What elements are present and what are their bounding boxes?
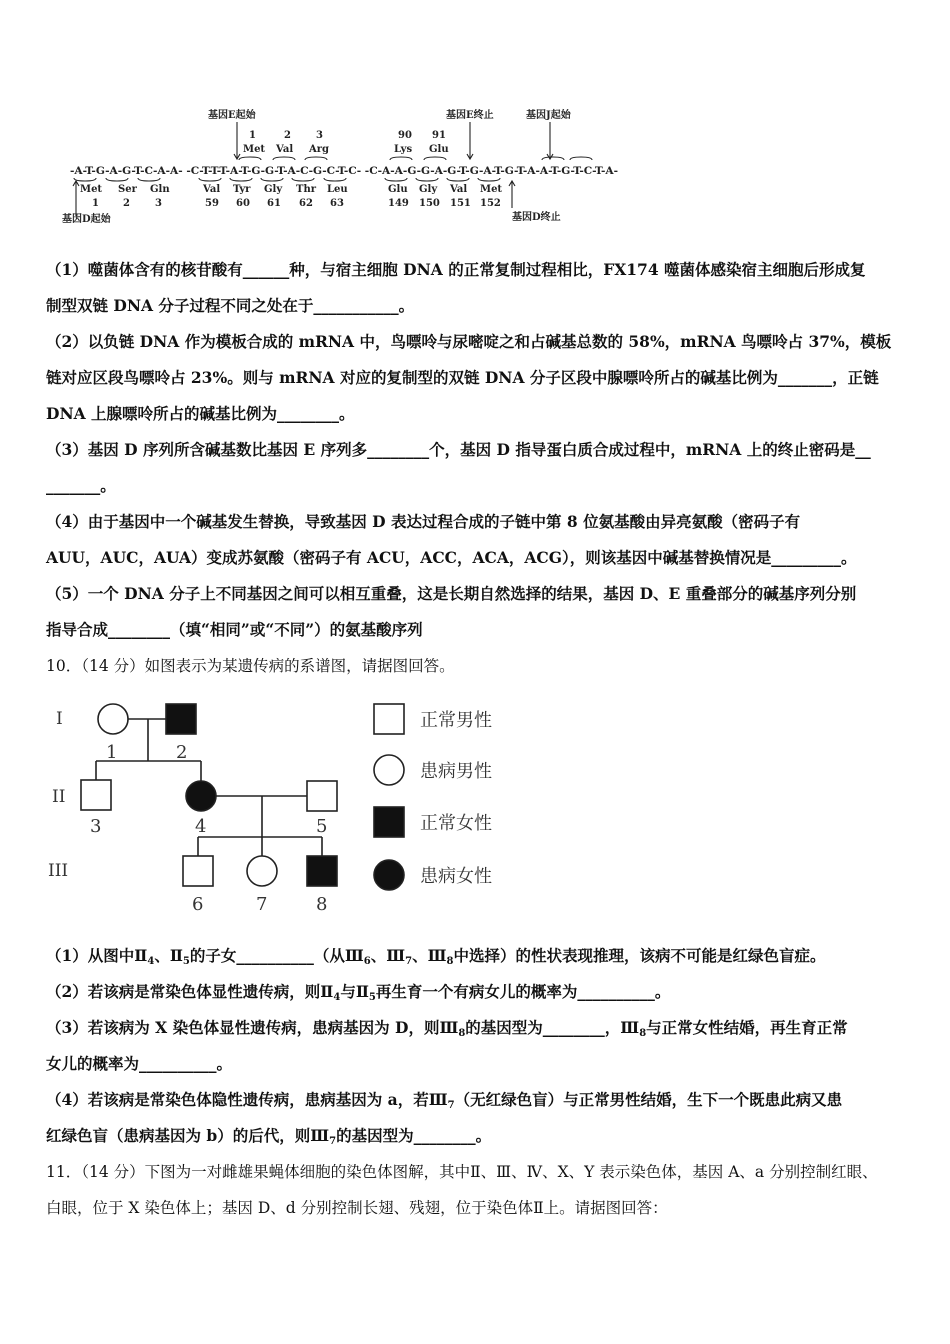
individual-number: 6 xyxy=(192,894,204,915)
bottom-amino-acid: Thr xyxy=(296,184,316,195)
bottom-amino-acid: Leu xyxy=(327,184,348,195)
individual-6-square xyxy=(183,856,213,886)
bottom-amino-acid: Tyr xyxy=(233,184,251,195)
bottom-amino-acid: Gly xyxy=(264,184,283,195)
q9-part3-line1: （3）基因 D 序列所含碱基数比基因 E 序列多________个，基因 D 指导蛋白质合成过程中，mRNA 上的终止密码是__ xyxy=(46,440,871,459)
top-number: 3 xyxy=(316,130,323,141)
q11-line1: 11．（14 分）下图为一对雌雄果蝇体细胞的染色体图解，其中Ⅱ、Ⅲ、Ⅳ、X、Y 表示染色体，基因 A、a 分别控制红眼、 xyxy=(46,1163,878,1181)
legend-open-circle xyxy=(374,755,404,785)
q9-part3-line2: _______。 xyxy=(46,476,116,495)
generation-label: I xyxy=(56,709,63,729)
q9-part2-line1: （2）以负链 DNA 作为模板合成的 mRNA 中，鸟嘌呤与尿嘧啶之和占碱基总数的 58%，mRNA 鸟嘌呤占 37%，模板 xyxy=(46,332,892,351)
bottom-number: 62 xyxy=(299,198,313,209)
individual-5-square xyxy=(307,781,337,811)
q9-part5-line1: （5）一个 DNA 分子上不同基因之间可以相互重叠，这是长期自然选择的结果，基因 D、E 重叠部分的碱基序列分别 xyxy=(46,584,857,603)
individual-number: 3 xyxy=(90,816,102,837)
individual-number: 7 xyxy=(256,894,268,915)
codon-brace xyxy=(424,157,446,160)
individual-4-circle xyxy=(186,781,216,811)
generation-label: III xyxy=(48,861,69,881)
bottom-number: 151 xyxy=(450,198,471,209)
individual-number: 1 xyxy=(106,742,118,763)
q10-part3-line1: （3）若该病为 X 染色体显性遗传病，患病基因为 D，则$Ⅲ_8$的基因型为________，$Ⅲ_8$与正常女性结婚，再生育正常 xyxy=(46,1018,848,1039)
individual-number: 5 xyxy=(316,816,328,837)
q9-part1-line1: （1）噬菌体含有的核苷酸有______种，与宿主细胞 DNA 的正常复制过程相比，FX174 噬菌体感染宿主细胞后形成复 xyxy=(46,260,866,279)
legend-filled-circle xyxy=(374,860,404,890)
bottom-number: 2 xyxy=(123,198,130,209)
top-amino-acid: Glu xyxy=(429,144,449,155)
q9-part4-line1: （4）由于基因中一个碱基发生替换，导致基因 D 表达过程合成的子链中第 8 位氨基酸由异亮氨酸（密码子有 xyxy=(46,512,801,531)
individual-8-square xyxy=(307,856,337,886)
bottom-number: 3 xyxy=(155,198,162,209)
individual-number: 8 xyxy=(316,894,328,915)
bottom-amino-acid: Gln xyxy=(150,184,170,195)
q10-part3-line2: 女儿的概率为__________。 xyxy=(46,1054,233,1073)
q10-part2: （2）若该病是常染色体显性遗传病，则$Ⅱ_4$与$Ⅱ_5$再生育一个有病女儿的概率为__________。 xyxy=(46,982,671,1003)
q10-header: 10．（14 分）如图表示为某遗传病的系谱图，请据图回答。 xyxy=(46,657,455,675)
generation-label: II xyxy=(52,787,66,807)
bottom-number: 61 xyxy=(267,198,281,209)
top-number: 2 xyxy=(284,130,291,141)
individual-1-circle xyxy=(98,704,128,734)
q9-part2-line3: DNA 上腺嘌呤所占的碱基比例为________。 xyxy=(46,404,355,423)
bottom-number: 63 xyxy=(330,198,344,209)
legend-label: 患病男性 xyxy=(420,761,492,782)
individual-7-circle xyxy=(247,856,277,886)
q9-part1-line2: 制型双链 DNA 分子过程不同之处在于___________。 xyxy=(46,296,415,315)
gene-e-start-label: 基因E起始 xyxy=(208,110,256,121)
legend-label: 正常女性 xyxy=(420,813,492,834)
gene-d-end-label: 基因D终止 xyxy=(512,212,561,223)
gene-d-start-label: 基因D起始 xyxy=(62,214,111,225)
codon-brace xyxy=(239,157,261,160)
bottom-amino-acid: Met xyxy=(80,184,103,195)
pedigree-chart xyxy=(40,690,570,918)
bottom-number: 1 xyxy=(92,198,99,209)
bottom-amino-acid: Val xyxy=(450,184,468,195)
codon-brace xyxy=(273,157,295,160)
dna-sequence: -A-T-G-A-G-T-C-A-A- -C-T-T-T-A-T-G-G-T-A-C-G-C-T-C- -C-A-A-G-G-A-G-T-G-A-T-G-T-A-A-T-G-T-C-T-A- xyxy=(70,166,618,177)
q10-part4-line2: 红绿色盲（患病基因为 b）的后代，则$Ⅲ_7$的基因型为________。 xyxy=(46,1126,492,1147)
q9-part4-line2: AUU，AUC，AUA）变成苏氨酸（密码子有 ACU，ACC，ACA，ACG），则该基因中碱基替换情况是_________。 xyxy=(46,548,857,567)
legend-label: 正常男性 xyxy=(420,710,492,731)
q9-part2-line2: 链对应区段鸟嘌呤占 23%。则与 mRNA 对应的复制型的双链 DNA 分子区段中腺嘌呤所占的碱基比例为_______，正链 xyxy=(46,368,879,387)
bottom-amino-acid: Gly xyxy=(419,184,438,195)
gene-e-end-label: 基因E终止 xyxy=(446,110,494,121)
bottom-number: 149 xyxy=(388,198,409,209)
bottom-amino-acid: Ser xyxy=(118,184,137,195)
top-number: 91 xyxy=(432,130,446,141)
gene-sequence-figure xyxy=(60,104,630,228)
q11-line2: 白眼，位于 X 染色体上；基因 D、d 分别控制长翅、残翅，位于染色体Ⅱ上。请据图回答： xyxy=(46,1199,668,1217)
legend-filled-square xyxy=(374,807,404,837)
q10-part4-line1: （4）若该病是常染色体隐性遗传病，患病基因为 a，若$Ⅲ_7$（无红绿色盲）与正常男性结婚，生下一个既患此病又患 xyxy=(46,1090,843,1111)
individual-number: 4 xyxy=(195,816,207,837)
top-amino-acid: Val xyxy=(276,144,294,155)
bottom-number: 60 xyxy=(236,198,250,209)
top-amino-acid: Lys xyxy=(394,144,413,155)
individual-number: 2 xyxy=(176,742,188,763)
q10-part1: （1）从图中$Ⅱ_4$、$Ⅱ_5$的子女__________（从$Ⅲ_6$、$Ⅲ_7$、$Ⅲ_8$中选择）的性状表现推理，该病不可能是红绿色盲症。 xyxy=(46,946,826,967)
q9-part5-line2: 指导合成________（填“相同”或“不同”）的氨基酸序列 xyxy=(46,620,423,639)
individual-2-square xyxy=(166,704,196,734)
bottom-amino-acid: Met xyxy=(480,184,503,195)
bottom-number: 150 xyxy=(419,198,440,209)
codon-brace xyxy=(390,157,412,160)
bottom-amino-acid: Glu xyxy=(388,184,408,195)
top-amino-acid: Met xyxy=(243,144,266,155)
bottom-number: 59 xyxy=(205,198,219,209)
top-number: 90 xyxy=(398,130,412,141)
codon-brace xyxy=(542,157,564,160)
bottom-amino-acid: Val xyxy=(203,184,221,195)
codon-brace xyxy=(305,157,327,160)
legend-label: 患病女性 xyxy=(420,866,492,887)
top-number: 1 xyxy=(249,130,256,141)
individual-3-square xyxy=(81,780,111,810)
codon-brace xyxy=(570,157,592,160)
gene-j-start-label: 基因J起始 xyxy=(526,110,571,121)
bottom-number: 152 xyxy=(480,198,501,209)
legend-open-square xyxy=(374,704,404,734)
top-amino-acid: Arg xyxy=(309,144,330,155)
